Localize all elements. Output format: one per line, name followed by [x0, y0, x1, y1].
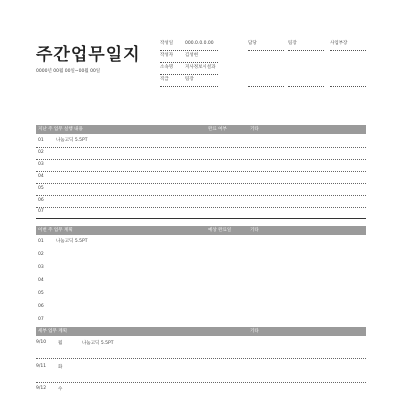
section2-row	[36, 276, 366, 288]
day-weekday: 월	[58, 341, 63, 346]
section1-row	[36, 160, 366, 172]
section2-row	[36, 289, 366, 301]
approval-staff	[248, 40, 284, 51]
section2-row	[36, 315, 366, 327]
section1-row	[36, 172, 366, 184]
row-number: 03	[38, 162, 44, 167]
row-text: 나눔고딕 5.5PT	[56, 138, 88, 143]
section1-row	[36, 184, 366, 196]
section2-row	[36, 302, 366, 314]
row-number: 01	[38, 138, 44, 143]
day-weekday: 수	[58, 387, 63, 392]
row-number: 01	[38, 239, 44, 244]
info-dept-label: 소속명	[160, 65, 174, 70]
info-position-label: 직급	[160, 77, 169, 82]
approval-teamlead	[288, 40, 324, 51]
row-text: 나눔고딕 5.5PT	[56, 239, 88, 244]
section3-title: 세부 업무 계획	[38, 329, 67, 334]
day-date: 9/10	[36, 340, 47, 345]
approval-director-label: 사업부장	[330, 41, 348, 46]
approval-director-line	[330, 86, 366, 87]
day-text: 나눔고딕 5.5PT	[82, 341, 114, 346]
info-date-label: 작성일	[160, 41, 174, 46]
section1-divider	[36, 218, 366, 219]
approval-staff-line	[248, 86, 284, 87]
section1-row	[36, 207, 366, 218]
section2-title: 이번 주 업무 계획	[38, 228, 73, 233]
approval-teamlead-line	[288, 86, 324, 87]
section2-row	[36, 237, 366, 249]
info-dept-value: 지사정보시설과	[185, 65, 216, 70]
section2-header	[36, 226, 366, 235]
approval-teamlead-label: 팀장	[288, 41, 297, 46]
section3-header	[36, 327, 366, 336]
approval-staff-label: 담당	[248, 41, 257, 46]
info-block	[160, 40, 366, 88]
row-number: 05	[38, 291, 44, 296]
row-number: 05	[38, 186, 44, 191]
info-writer-label: 작성자	[160, 53, 174, 58]
section1-status-header: 완료 여부	[208, 127, 227, 132]
section1-title: 지난 주 업무 실행 내용	[38, 127, 83, 132]
info-date-value: 000.0.0.0.00	[185, 41, 214, 46]
row-number: 04	[38, 278, 44, 283]
row-number: 06	[38, 304, 44, 309]
page-title: 주간업무일지	[36, 45, 141, 65]
section1-header	[36, 125, 366, 134]
section1-note-header: 기타	[250, 127, 259, 132]
section2-note-header: 기타	[250, 228, 259, 233]
info-position	[160, 76, 218, 87]
info-writer-value: 김성현	[185, 53, 199, 58]
day-date: 9/11	[36, 364, 47, 369]
row-number: 02	[38, 150, 44, 155]
day-divider	[36, 382, 366, 383]
day-date: 9/12	[36, 386, 47, 391]
day-weekday: 화	[58, 365, 63, 370]
section3-note-header: 기타	[250, 329, 259, 334]
row-number: 06	[38, 198, 44, 203]
section2-due-header: 예상 완료일	[208, 228, 232, 233]
report-period: 0000년 00월 00일~00월 00일	[36, 69, 101, 74]
info-dept	[160, 64, 218, 75]
section2-row	[36, 263, 366, 275]
section1-row	[36, 148, 366, 160]
info-date	[160, 40, 218, 51]
row-number: 07	[38, 317, 44, 322]
info-writer	[160, 52, 218, 63]
row-number: 04	[38, 174, 44, 179]
row-number: 07	[38, 209, 44, 214]
info-position-value: 팀장	[185, 77, 194, 82]
row-number: 02	[38, 252, 44, 257]
row-number: 03	[38, 265, 44, 270]
approval-director	[330, 40, 366, 51]
section1-row	[36, 136, 366, 148]
day-divider	[36, 358, 366, 359]
section2-row	[36, 250, 366, 262]
approval-staff-sign	[248, 52, 284, 88]
